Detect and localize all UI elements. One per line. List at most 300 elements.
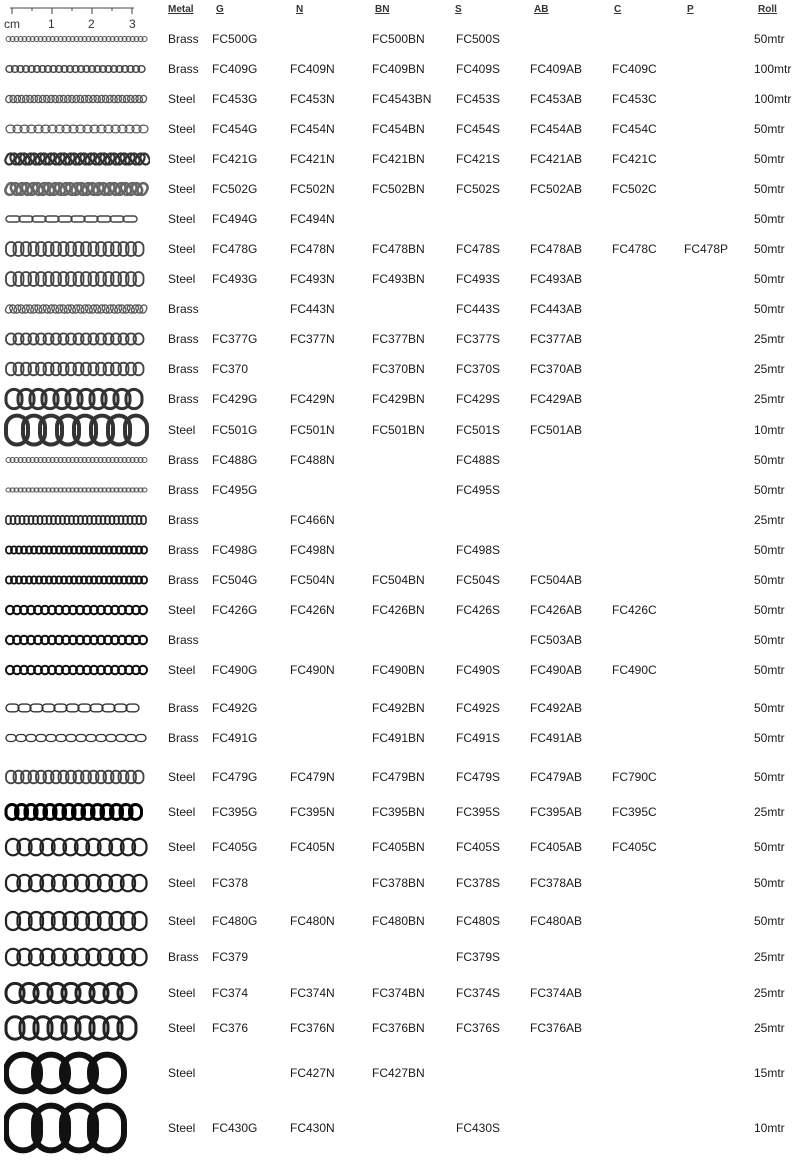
roll-length: 25mtr [754, 805, 785, 819]
code-n: FC421N [290, 152, 335, 166]
roll-length: 50mtr [754, 543, 785, 557]
code-n: FC405N [290, 840, 335, 854]
code-s: FC376S [456, 1021, 501, 1035]
code-ab: FC504AB [530, 573, 583, 587]
chain-sample-image [4, 1100, 150, 1156]
code-s: FC492S [456, 701, 501, 715]
metal: Brass [168, 332, 199, 346]
code-bn: FC493BN [372, 272, 425, 286]
code-ab: FC374AB [530, 986, 583, 1000]
code-ab: FC480AB [530, 914, 583, 928]
code-c: FC421C [612, 152, 657, 166]
code-ab: FC490AB [530, 663, 583, 677]
chain-link [58, 216, 72, 222]
code-g: FC426G [212, 603, 258, 617]
code-bn: FC405BN [372, 840, 425, 854]
code-bn: FC480BN [372, 914, 425, 928]
metal: Steel [168, 805, 196, 819]
metal: Steel [168, 1066, 196, 1080]
code-bn: FC501BN [372, 423, 425, 437]
roll-length: 10mtr [754, 1121, 785, 1135]
code-bn: FC490BN [372, 663, 425, 677]
code-g: FC492G [212, 701, 258, 715]
chain-sample-image [4, 331, 150, 347]
chain-sample-image [4, 269, 150, 289]
metal: Brass [168, 483, 199, 497]
code-g: FC395G [212, 805, 258, 819]
code-s: FC443S [456, 302, 501, 316]
chain-link [30, 704, 43, 712]
metal: Brass [168, 543, 199, 557]
code-p: FC478P [684, 242, 729, 256]
chain-sample-image [4, 455, 150, 465]
chain-sample-image [4, 93, 150, 105]
ruler-tick-3: 3 [129, 17, 136, 31]
code-s: FC378S [456, 876, 501, 890]
roll-length: 50mtr [754, 876, 785, 890]
chain-link [102, 704, 115, 712]
metal: Brass [168, 573, 199, 587]
metal: Brass [168, 392, 199, 406]
code-n: FC498N [290, 543, 335, 557]
metal: Steel [168, 122, 196, 136]
chain-sample-image [4, 34, 150, 44]
code-c: FC454C [612, 122, 657, 136]
chain-sample-image [4, 981, 150, 1005]
code-bn: FC426BN [372, 603, 425, 617]
code-c: FC426C [612, 603, 657, 617]
code-bn: FC421BN [372, 152, 425, 166]
roll-length: 50mtr [754, 573, 785, 587]
code-s: FC491S [456, 731, 501, 745]
code-g: FC495G [212, 483, 258, 497]
chain-sample-image [4, 872, 150, 894]
code-ab: FC492AB [530, 701, 583, 715]
code-ab: FC405AB [530, 840, 583, 854]
code-bn: FC378BN [372, 876, 425, 890]
chain-sample-image [4, 633, 150, 647]
metal: Steel [168, 770, 196, 784]
code-s: FC453S [456, 92, 501, 106]
chain-link [96, 735, 106, 742]
chain-link [84, 216, 98, 222]
code-ab: FC501AB [530, 423, 583, 437]
roll-length: 25mtr [754, 950, 785, 964]
roll-length: 100mtr [754, 92, 792, 106]
chain-link [6, 735, 16, 742]
code-g: FC378 [212, 876, 249, 890]
chain-link [141, 576, 147, 583]
metal: Steel [168, 876, 196, 890]
code-g: FC453G [212, 92, 258, 106]
metal: Brass [168, 513, 199, 527]
ruler-unit-label: cm [4, 17, 20, 31]
code-g: FC478G [212, 242, 258, 256]
code-bn: FC370BN [372, 362, 425, 376]
code-bn: FC502BN [372, 182, 425, 196]
code-g: FC488G [212, 453, 258, 467]
code-s: FC374S [456, 986, 501, 1000]
roll-length: 50mtr [754, 302, 785, 316]
chain-link [32, 216, 46, 222]
code-g: FC421G [212, 152, 258, 166]
chain-link [66, 704, 79, 712]
chain-sample-image [4, 387, 150, 411]
code-ab: FC443AB [530, 302, 583, 316]
code-n: FC494N [290, 212, 335, 226]
code-bn: FC504BN [372, 573, 425, 587]
code-ab: FC378AB [530, 876, 583, 890]
code-n: FC374N [290, 986, 335, 1000]
chain-link [90, 704, 103, 712]
code-n: FC504N [290, 573, 335, 587]
code-s: FC502S [456, 182, 501, 196]
roll-length: 50mtr [754, 914, 785, 928]
code-s: FC479S [456, 770, 501, 784]
metal: Steel [168, 212, 196, 226]
metal: Steel [168, 986, 196, 1000]
chain-sample-image [4, 239, 150, 259]
code-ab: FC454AB [530, 122, 583, 136]
chain-link [56, 735, 66, 742]
chain-link [116, 735, 126, 742]
code-g: FC405G [212, 840, 258, 854]
chain-link [114, 704, 127, 712]
header-n: N [296, 4, 304, 15]
chain-sample-image [4, 574, 150, 586]
chain-link [134, 771, 144, 784]
ruler-tick-2: 2 [88, 17, 95, 31]
chain-sample-image [4, 514, 150, 526]
code-bn: FC479BN [372, 770, 425, 784]
chain-link [19, 216, 33, 222]
metal: Steel [168, 914, 196, 928]
metal: Brass [168, 731, 199, 745]
code-n: FC454N [290, 122, 335, 136]
code-n: FC502N [290, 182, 335, 196]
code-n: FC453N [290, 92, 335, 106]
chain-sample-image [4, 663, 150, 677]
metal: Steel [168, 92, 196, 106]
code-g: FC377G [212, 332, 258, 346]
chain-link [45, 216, 59, 222]
roll-length: 50mtr [754, 272, 785, 286]
code-s: FC480S [456, 914, 501, 928]
chain-sample-image [4, 836, 150, 858]
header-ab: AB [534, 4, 549, 15]
header-s: S [455, 4, 462, 15]
code-n: FC501N [290, 423, 335, 437]
roll-length: 50mtr [754, 32, 785, 46]
code-bn: FC454BN [372, 122, 425, 136]
metal: Steel [168, 152, 196, 166]
chain-link [6, 704, 19, 712]
chain-link [141, 516, 146, 524]
chain-sample-image [4, 946, 150, 968]
chain-sample-image [4, 486, 150, 494]
chain-sample-image [4, 213, 150, 225]
chain-link [123, 216, 137, 222]
chain-sample-image [4, 1014, 150, 1042]
code-ab: FC479AB [530, 770, 583, 784]
code-s: FC429S [456, 392, 501, 406]
code-c: FC490C [612, 663, 657, 677]
code-bn: FC429BN [372, 392, 425, 406]
code-bn: FC376BN [372, 1021, 425, 1035]
chain-link [46, 735, 56, 742]
code-ab: FC426AB [530, 603, 583, 617]
code-n: FC443N [290, 302, 335, 316]
roll-length: 15mtr [754, 1066, 785, 1080]
chain-sample-image [4, 63, 150, 75]
header-bn: BN [375, 4, 390, 15]
code-bn: FC491BN [372, 731, 425, 745]
code-g: FC494G [212, 212, 258, 226]
roll-length: 50mtr [754, 212, 785, 226]
chain-sample-image [4, 151, 150, 167]
roll-length: 10mtr [754, 423, 785, 437]
code-c: FC405C [612, 840, 657, 854]
roll-length: 50mtr [754, 840, 785, 854]
chain-sample-image [4, 302, 150, 316]
code-c: FC790C [612, 770, 657, 784]
metal: Steel [168, 840, 196, 854]
roll-length: 50mtr [754, 242, 785, 256]
chain-link [16, 735, 26, 742]
code-s: FC490S [456, 663, 501, 677]
roll-length: 50mtr [754, 122, 785, 136]
code-bn: FC478BN [372, 242, 425, 256]
chain-link [110, 216, 124, 222]
code-g: FC409G [212, 62, 258, 76]
code-c: FC478C [612, 242, 657, 256]
code-n: FC466N [290, 513, 335, 527]
code-ab: FC421AB [530, 152, 583, 166]
roll-length: 50mtr [754, 770, 785, 784]
code-bn: FC409BN [372, 62, 425, 76]
header-c: C [614, 4, 622, 15]
code-s: FC500S [456, 32, 501, 46]
code-n: FC430N [290, 1121, 335, 1135]
chain-sample-image [4, 603, 150, 617]
code-n: FC479N [290, 770, 335, 784]
chain-sample-image [4, 181, 150, 197]
code-g: FC430G [212, 1121, 258, 1135]
chain-sample-image [4, 909, 150, 933]
metal: Steel [168, 603, 196, 617]
code-g: FC379 [212, 950, 249, 964]
chain-link [26, 735, 36, 742]
code-n: FC480N [290, 914, 335, 928]
code-n: FC426N [290, 603, 335, 617]
code-g: FC501G [212, 423, 258, 437]
chain-link [126, 704, 139, 712]
code-bn: FC4543BN [372, 92, 432, 106]
code-s: FC430S [456, 1121, 501, 1135]
header-g: G [216, 4, 224, 15]
chain-sample-image [4, 360, 150, 378]
metal: Brass [168, 701, 199, 715]
metal: Brass [168, 633, 199, 647]
chain-link [18, 704, 31, 712]
code-c: FC502C [612, 182, 657, 196]
code-ab: FC376AB [530, 1021, 583, 1035]
code-s: FC495S [456, 483, 501, 497]
code-s: FC421S [456, 152, 501, 166]
code-g: FC498G [212, 543, 258, 557]
chain-link [126, 735, 136, 742]
chain-link [97, 216, 111, 222]
metal: Brass [168, 453, 199, 467]
chain-link [139, 125, 148, 133]
code-ab: FC503AB [530, 633, 583, 647]
metal: Steel [168, 242, 196, 256]
code-s: FC493S [456, 272, 501, 286]
roll-length: 25mtr [754, 392, 785, 406]
code-g: FC491G [212, 731, 258, 745]
code-g: FC429G [212, 392, 258, 406]
code-n: FC409N [290, 62, 335, 76]
code-n: FC478N [290, 242, 335, 256]
code-g: FC479G [212, 770, 258, 784]
roll-length: 50mtr [754, 603, 785, 617]
chain-sample-image [4, 544, 150, 556]
roll-length: 50mtr [754, 182, 785, 196]
code-g: FC480G [212, 914, 258, 928]
code-g: FC500G [212, 32, 258, 46]
roll-length: 100mtr [754, 62, 792, 76]
chain-link [141, 546, 147, 553]
metal: Brass [168, 362, 199, 376]
code-ab: FC377AB [530, 332, 583, 346]
code-n: FC429N [290, 392, 335, 406]
chain-link [126, 389, 142, 408]
header-p: P [687, 4, 694, 15]
chain-link [36, 735, 46, 742]
code-ab: FC491AB [530, 731, 583, 745]
code-ab: FC409AB [530, 62, 583, 76]
code-ab: FC453AB [530, 92, 583, 106]
roll-length: 25mtr [754, 513, 785, 527]
chain-link [134, 333, 144, 344]
chain-link [66, 735, 76, 742]
code-s: FC370S [456, 362, 501, 376]
code-n: FC376N [290, 1021, 335, 1035]
metal: Steel [168, 182, 196, 196]
metal: Steel [168, 272, 196, 286]
code-g: FC504G [212, 573, 258, 587]
code-s: FC395S [456, 805, 501, 819]
code-bn: FC374BN [372, 986, 425, 1000]
code-s: FC405S [456, 840, 501, 854]
chain-link [6, 216, 20, 222]
code-g: FC374 [212, 986, 249, 1000]
chain-link [134, 242, 144, 256]
chain-link [54, 704, 67, 712]
code-s: FC488S [456, 453, 501, 467]
metal: Brass [168, 302, 199, 316]
code-ab: FC370AB [530, 362, 583, 376]
code-n: FC377N [290, 332, 335, 346]
ruler-tick-1: 1 [48, 17, 55, 31]
code-n: FC493N [290, 272, 335, 286]
chain-link [136, 735, 146, 742]
roll-length: 50mtr [754, 731, 785, 745]
roll-length: 25mtr [754, 986, 785, 1000]
chain-link [42, 704, 55, 712]
code-n: FC488N [290, 453, 335, 467]
chain-sample-image [4, 768, 150, 786]
roll-length: 25mtr [754, 1021, 785, 1035]
chain-sample-image [4, 122, 150, 136]
code-bn: FC492BN [372, 701, 425, 715]
code-s: FC409S [456, 62, 501, 76]
metal: Steel [168, 423, 196, 437]
roll-length: 25mtr [754, 332, 785, 346]
chain-link [71, 216, 85, 222]
code-g: FC454G [212, 122, 258, 136]
code-g: FC376 [212, 1021, 249, 1035]
code-g: FC493G [212, 272, 258, 286]
roll-length: 50mtr [754, 633, 785, 647]
code-n: FC427N [290, 1066, 335, 1080]
code-c: FC409C [612, 62, 657, 76]
code-ab: FC502AB [530, 182, 583, 196]
header-metal: Metal [168, 4, 194, 15]
code-bn: FC427BN [372, 1066, 425, 1080]
chain-sample-image [4, 1050, 150, 1096]
metal: Brass [168, 62, 199, 76]
code-s: FC501S [456, 423, 501, 437]
code-bn: FC377BN [372, 332, 425, 346]
metal: Brass [168, 950, 199, 964]
code-n: FC490N [290, 663, 335, 677]
metal: Steel [168, 663, 196, 677]
code-bn: FC500BN [372, 32, 425, 46]
code-g: FC370 [212, 362, 249, 376]
chain-sample-image [4, 731, 150, 745]
code-bn: FC395BN [372, 805, 425, 819]
code-ab: FC429AB [530, 392, 583, 406]
code-s: FC498S [456, 543, 501, 557]
code-c: FC395C [612, 805, 657, 819]
chain-link [134, 272, 144, 286]
metal: Steel [168, 1021, 196, 1035]
chain-link [78, 704, 91, 712]
metal: Brass [168, 32, 199, 46]
roll-length: 50mtr [754, 663, 785, 677]
code-g: FC490G [212, 663, 258, 677]
chain-sample-image [4, 802, 150, 822]
table-header [0, 0, 803, 20]
roll-length: 50mtr [754, 453, 785, 467]
code-s: FC504S [456, 573, 501, 587]
code-s: FC478S [456, 242, 501, 256]
chain-link [86, 735, 96, 742]
chain-link [106, 735, 116, 742]
chain-link [76, 735, 86, 742]
chain-sample-image [4, 701, 150, 715]
header-roll: Roll [758, 4, 777, 15]
roll-length: 25mtr [754, 362, 785, 376]
code-n: FC395N [290, 805, 335, 819]
code-g: FC502G [212, 182, 258, 196]
roll-length: 50mtr [754, 152, 785, 166]
chain-sample-image [4, 413, 150, 447]
roll-length: 50mtr [754, 483, 785, 497]
code-ab: FC493AB [530, 272, 583, 286]
chain-link [134, 363, 144, 376]
